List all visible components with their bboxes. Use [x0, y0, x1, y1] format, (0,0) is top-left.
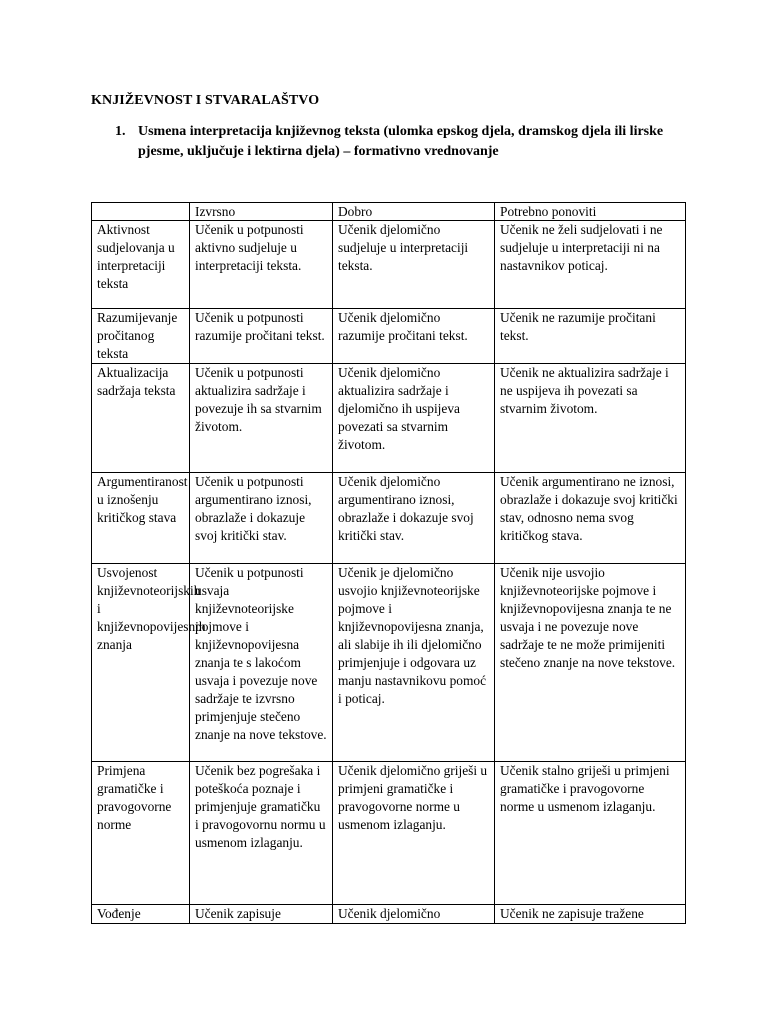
criterion-cell: Razumijevanje pročitanog teksta: [92, 309, 190, 364]
section-heading: KNJIŽEVNOST I STVARALAŠTVO: [91, 93, 320, 108]
table-row: [92, 364, 686, 473]
header-cell-dobro: Dobro: [333, 203, 495, 221]
table-row: [92, 473, 686, 564]
table-cell: Učenik u potpunosti aktivno sudjeluje u interpretaciji teksta.: [190, 221, 333, 309]
criterion-cell: Aktivnost sudjelovanja u interpretaciji teksta: [92, 221, 190, 309]
table-cell: Učenik stalno griješi u primjeni gramatičke i pravogovorne norme u usmenom izlaganju.: [495, 762, 686, 905]
table-cell: Učenik ne zapisuje tražene: [495, 905, 686, 924]
header-cell-potrebno-ponoviti: Potrebno ponoviti: [495, 203, 686, 221]
table-row: [92, 905, 686, 924]
criterion-cell: Usvojenost književnoteorijskih i književnopovijesnih znanja: [92, 564, 190, 762]
table-cell: Učenik u potpunosti argumentirano iznosi, obrazlaže i dokazuje svoj kritički stav.: [190, 473, 333, 564]
rubric-table: [91, 202, 686, 924]
table-cell: Učenik ne aktualizira sadržaje i ne uspijeva ih povezati sa stvarnim životom.: [495, 364, 686, 473]
header-cell-izvrsno: Izvrsno: [190, 203, 333, 221]
item-number: 1.: [115, 124, 126, 139]
table-header-row: [92, 203, 686, 221]
criterion-cell: Aktualizacija sadržaja teksta: [92, 364, 190, 473]
table-row: [92, 564, 686, 762]
table-cell: Učenik djelomično sudjeluje u interpretaciji teksta.: [333, 221, 495, 309]
table-cell: Učenik djelomično: [333, 905, 495, 924]
table-cell: Učenik ne razumije pročitani tekst.: [495, 309, 686, 364]
table-cell: Učenik bez pogrešaka i poteškoća poznaje i primjenjuje gramatičku i pravogovornu normu u usmenom izlaganju.: [190, 762, 333, 905]
table-cell: Učenik u potpunosti aktualizira sadržaje i povezuje ih sa stvarnim životom.: [190, 364, 333, 473]
table-row: [92, 221, 686, 309]
table-cell: Učenik djelomično argumentirano iznosi, obrazlaže i dokazuje svoj kritički stav.: [333, 473, 495, 564]
table-cell: Učenik zapisuje: [190, 905, 333, 924]
criterion-cell: Argumentiranost u iznošenju kritičkog stava: [92, 473, 190, 564]
item-text: Usmena interpretacija književnog teksta (ulomka epskog djela, dramskog djela ili lirske pjesme, uključuje i lektirna djela) – formativno vrednovanje: [138, 124, 664, 159]
table-cell: Učenik u potpunosti razumije pročitani tekst.: [190, 309, 333, 364]
table-cell: Učenik nije usvojio književnoteorijske pojmove i književnopovijesna znanja te ne usvaja i ne povezuje nove sadržaje te ne može primijeniti stečeno znanje na nove tekstove.: [495, 564, 686, 762]
table-cell: Učenik je djelomično usvojio književnoteorijske pojmove i književnopovijesna znanja, ali slabije ih ili djelomično primjenjuje i odgovara uz manju nastavnikovu pomoć i poticaj.: [333, 564, 495, 762]
table-cell: Učenik djelomično aktualizira sadržaje i djelomično ih uspijeva povezati sa stvarnim životom.: [333, 364, 495, 473]
table-cell: Učenik djelomično razumije pročitani tekst.: [333, 309, 495, 364]
table-cell: Učenik argumentirano ne iznosi, obrazlaže i dokazuje svoj kritički stav, odnosno nema svog kritičkog stava.: [495, 473, 686, 564]
table-cell: Učenik u potpunosti usvaja književnoteorijske pojmove i književnopovijesna znanja te s lakoćom usvaja i povezuje nove sadržaje te izvrsno primjenjuje stečeno znanje na nove tekstove.: [190, 564, 333, 762]
table-row: [92, 309, 686, 364]
table-row: [92, 762, 686, 905]
table-cell: Učenik djelomično griješi u primjeni gramatičke i pravogovorne norme u usmenom izlaganju.: [333, 762, 495, 905]
header-cell-empty: [92, 203, 190, 221]
criterion-cell: Vođenje: [92, 905, 190, 924]
table-cell: Učenik ne želi sudjelovati i ne sudjeluje u interpretaciji ni na nastavnikov poticaj.: [495, 221, 686, 309]
criterion-cell: Primjena gramatičke i pravogovorne norme: [92, 762, 190, 905]
